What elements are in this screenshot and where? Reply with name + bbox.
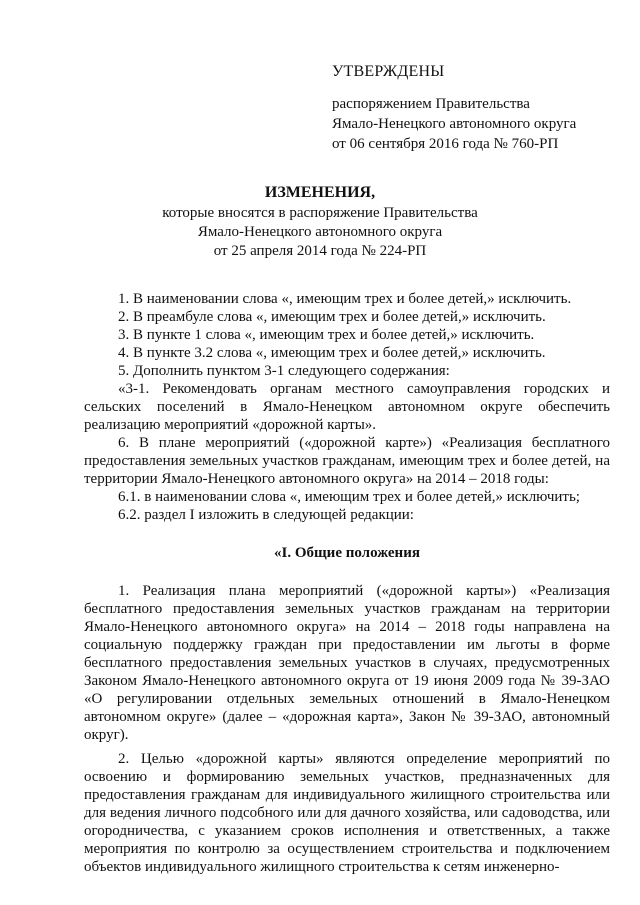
document-title	[0, 182, 640, 261]
section-title: «I. Общие положения	[274, 545, 420, 561]
document-body	[84, 290, 610, 876]
approval-line: от 06 сентября 2016 года № 760-РП	[332, 136, 559, 152]
title-main: ИЗМЕНЕНИЯ,	[264, 184, 376, 201]
item-2: 2. В преамбуле слова «, имеющим трех и более детей,» исключить.	[118, 309, 546, 325]
title-line: которые вносятся в распоряжение Правительства	[162, 205, 478, 221]
item-4: 4. В пункте 3.2 слова «, имеющим трех и более детей,» исключить.	[118, 345, 546, 361]
item-6: 6. В плане мероприятий («дорожной карте») «Реализация бесплатного предоставления земельных участков гражданам, имеющим трех и более детей, на территории Ямало-Ненецкого автономного округа» на 2014 – 2018 годы:	[84, 435, 610, 487]
title-line: Ямало-Ненецкого автономного округа	[197, 224, 443, 240]
approval-line: распоряжением Правительства	[332, 96, 530, 112]
item-3-1-text: «3-1. Рекомендовать органам местного самоуправления городских и сельских поселений в Ямало-Ненецком автономном округе обеспечить реализацию мероприятий «дорожной карты».	[84, 381, 610, 433]
item-5: 5. Дополнить пунктом 3-1 следующего содержания:	[118, 363, 450, 379]
section-paragraph-1: 1. Реализация плана мероприятий («дорожной карты») «Реализация бесплатного предоставления земельных участков гражданам на территории Ямало-Ненецкого автономного округа» на 2014 – 2018 годы направлена на социальную поддержку граждан при предоставлении им льготы в форме бесплатного предоставления земельных участков в случаях, предусмотренных Законом Ямало-Ненецкого автономного округа от 19 июня 2009 года № 39-ЗАО «О регулировании отдельных земельных отношений в Ямало-Ненецком автономном округе» (далее – «дорожная карта», Закон № 39-ЗАО, автономный округ).	[84, 583, 610, 743]
approval-heading: УТВЕРЖДЕНЫ	[332, 63, 445, 80]
approval-block	[332, 62, 632, 154]
section-paragraph-2: 2. Целью «дорожной карты» являются определение мероприятий по освоению и формированию земельных участков, предназначенных для предоставления гражданам для индивидуального жилищного строительства или для ведения личного подсобного или для дачного хозяйства, или садоводства, или огородничества, с указанием сроков исполнения и ответственных, а также мероприятия по контролю за осуществлением строительства и подключением объектов индивидуального жилищного строительства к сетям инженерно-	[84, 751, 610, 875]
item-3: 3. В пункте 1 слова «, имеющим трех и более детей,» исключить.	[118, 327, 535, 343]
title-line: от 25 апреля 2014 года № 224-РП	[213, 243, 427, 259]
item-1: 1. В наименовании слова «, имеющим трех и более детей,» исключить.	[118, 291, 572, 307]
item-6-1: 6.1. в наименовании слова «, имеющим трех и более детей,» исключить;	[118, 489, 580, 505]
item-6-2: 6.2. раздел I изложить в следующей редакции:	[118, 507, 414, 523]
approval-line: Ямало-Ненецкого автономного округа	[332, 116, 577, 132]
